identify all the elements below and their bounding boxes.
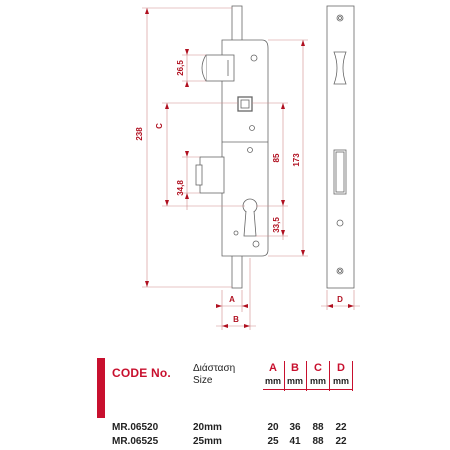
lock-body xyxy=(196,6,268,288)
code-header: CODE No. xyxy=(112,366,171,380)
row-code: MR.06525 xyxy=(112,436,159,447)
row-d: 22 xyxy=(335,436,347,447)
column-header-underline xyxy=(263,389,353,390)
row-code: MR.06520 xyxy=(112,422,159,433)
size-header-greek: Διάσταση xyxy=(193,363,236,374)
row-size: 25mm xyxy=(193,436,222,447)
dim-173: 173 xyxy=(292,153,301,167)
column-a-header xyxy=(263,361,283,387)
dim-d: D xyxy=(337,295,343,304)
code-accent-bar xyxy=(97,358,105,418)
column-c-unit: mm xyxy=(309,376,326,386)
dim-85: 85 xyxy=(272,153,281,163)
row-c: 88 xyxy=(312,436,324,447)
column-b-letter: B xyxy=(291,362,299,374)
dim-a: A xyxy=(229,295,235,304)
column-a-letter: A xyxy=(269,362,277,374)
dim-26-5: 26,5 xyxy=(176,60,185,76)
dim-33-5: 33,5 xyxy=(272,217,281,233)
table-row xyxy=(0,422,450,435)
row-a: 20 xyxy=(267,422,279,433)
column-d-unit: mm xyxy=(332,376,349,386)
column-c-header xyxy=(308,361,328,387)
row-b: 41 xyxy=(289,436,301,447)
column-a-unit: mm xyxy=(264,376,281,386)
column-separator xyxy=(352,361,353,391)
dim-b: B xyxy=(233,315,239,324)
column-b-header xyxy=(285,361,305,387)
column-separator xyxy=(329,361,330,391)
column-c-letter: C xyxy=(314,362,322,374)
row-a: 25 xyxy=(267,436,279,447)
row-b: 36 xyxy=(289,422,301,433)
column-d-letter: D xyxy=(337,362,345,374)
row-d: 22 xyxy=(335,422,347,433)
dim-238: 238 xyxy=(135,127,144,141)
column-b-unit: mm xyxy=(286,376,303,386)
forend-plate xyxy=(327,6,354,288)
dim-34-8: 34,8 xyxy=(176,180,185,196)
size-header-english: Size xyxy=(193,375,213,386)
table-row xyxy=(0,436,450,449)
column-d-header xyxy=(331,361,351,387)
dim-c: C xyxy=(155,123,164,129)
size-header xyxy=(193,363,235,387)
row-size: 20mm xyxy=(193,422,222,433)
column-separator xyxy=(306,361,307,391)
row-c: 88 xyxy=(312,422,324,433)
